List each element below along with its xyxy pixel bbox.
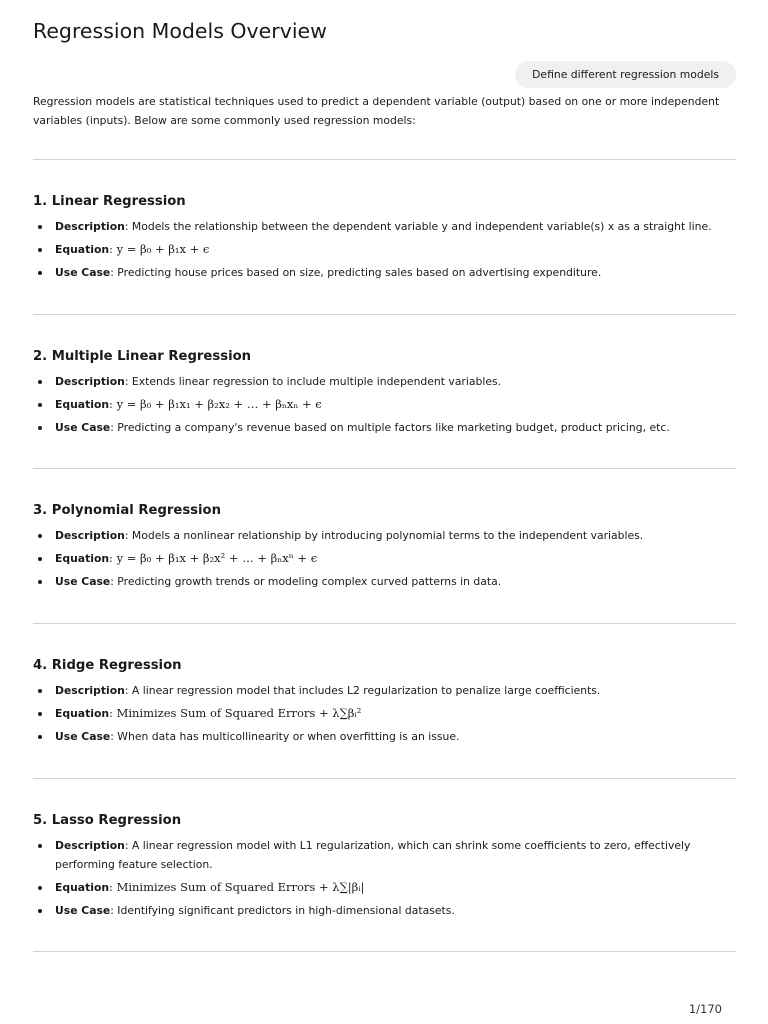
- section-lasso-regression: [33, 812, 736, 924]
- divider: [33, 159, 736, 160]
- description-label: Description: [55, 375, 125, 388]
- use-case-text: : When data has multicollinearity or when overfitting is an issue.: [110, 730, 460, 743]
- use-case-text: : Predicting growth trends or modeling complex curved patterns in data.: [110, 575, 502, 588]
- section-heading: 3. Polynomial Regression: [33, 503, 221, 518]
- user-message-bubble: Define different regression models: [515, 61, 736, 88]
- divider: [33, 778, 736, 779]
- use-case-label: Use Case: [55, 266, 111, 279]
- section-bullets: [33, 372, 736, 437]
- divider: [33, 468, 736, 469]
- equation-text: : y = β₀ + β₁x₁ + β₂x₂ + … + βₙxₙ + ϵ: [109, 397, 322, 411]
- description-text: : Models the relationship between the dependent variable y and independent variable(s) x as a straight line.: [124, 220, 712, 233]
- list-item: [33, 836, 736, 874]
- section-bullets: [33, 836, 736, 920]
- description-label: Description: [55, 220, 125, 233]
- list-item: [33, 572, 736, 591]
- use-case-text: : Predicting house prices based on size, predicting sales based on advertising expenditure.: [110, 266, 602, 279]
- use-case-label: Use Case: [55, 421, 111, 434]
- description-label: Description: [55, 839, 125, 852]
- section-bullets: [33, 526, 736, 591]
- section-heading: 4. Ridge Regression: [33, 658, 182, 673]
- description-text: : Extends linear regression to include multiple independent variables.: [124, 375, 502, 388]
- section-heading: 5. Lasso Regression: [33, 813, 182, 828]
- list-item: [33, 217, 736, 236]
- page-title: Regression Models Overview: [33, 19, 327, 43]
- list-item: [33, 263, 736, 282]
- equation-label: Equation: [55, 243, 110, 256]
- list-item: [33, 681, 736, 700]
- equation-text: : Minimizes Sum of Squared Errors + λ∑|βᵢ|: [109, 880, 365, 894]
- section-bullets: [33, 681, 736, 746]
- list-item: [33, 727, 736, 746]
- list-item: [33, 878, 736, 897]
- divider: [33, 314, 736, 315]
- list-item: [33, 372, 736, 391]
- use-case-label: Use Case: [55, 730, 111, 743]
- intro-paragraph: Regression models are statistical techniques used to predict a dependent variable (output) based on one or more independent variables (inputs). Below are some commonly used regression models:: [33, 95, 720, 127]
- equation-label: Equation: [55, 707, 110, 720]
- description-text: : A linear regression model with L1 regularization, which can shrink some coefficients to zero, effectively performing feature selection.: [55, 839, 691, 871]
- list-item: [33, 549, 736, 568]
- use-case-label: Use Case: [55, 904, 111, 917]
- equation-text: : y = β₀ + β₁x + ϵ: [109, 242, 210, 256]
- equation-text: : Minimizes Sum of Squared Errors + λ∑βᵢ²: [109, 706, 362, 720]
- equation-label: Equation: [55, 398, 110, 411]
- list-item: [33, 704, 736, 723]
- page-counter: 1/170: [688, 1002, 722, 1016]
- description-label: Description: [55, 529, 125, 542]
- section-ridge-regression: [33, 657, 736, 750]
- description-text: : A linear regression model that includes L2 regularization to penalize large coefficients.: [124, 684, 601, 697]
- list-item: [33, 395, 736, 414]
- list-item: [33, 526, 736, 545]
- section-bullets: [33, 217, 736, 282]
- section-heading: 1. Linear Regression: [33, 194, 186, 209]
- equation-label: Equation: [55, 881, 110, 894]
- divider: [33, 623, 736, 624]
- list-item: [33, 901, 736, 920]
- list-item: [33, 240, 736, 259]
- description-label: Description: [55, 684, 125, 697]
- section-linear-regression: [33, 193, 736, 286]
- use-case-text: : Identifying significant predictors in high-dimensional datasets.: [110, 904, 455, 917]
- divider: [33, 951, 736, 952]
- equation-text: : y = β₀ + β₁x + β₂x² + … + βₙxⁿ + ϵ: [109, 551, 318, 565]
- section-multiple-linear-regression: [33, 348, 736, 441]
- list-item: [33, 418, 736, 437]
- section-heading: 2. Multiple Linear Regression: [33, 349, 252, 364]
- description-text: : Models a nonlinear relationship by introducing polynomial terms to the independent variables.: [124, 529, 644, 542]
- equation-label: Equation: [55, 552, 110, 565]
- section-polynomial-regression: [33, 502, 736, 595]
- use-case-text: : Predicting a company's revenue based on multiple factors like marketing budget, product pricing, etc.: [110, 421, 670, 434]
- use-case-label: Use Case: [55, 575, 111, 588]
